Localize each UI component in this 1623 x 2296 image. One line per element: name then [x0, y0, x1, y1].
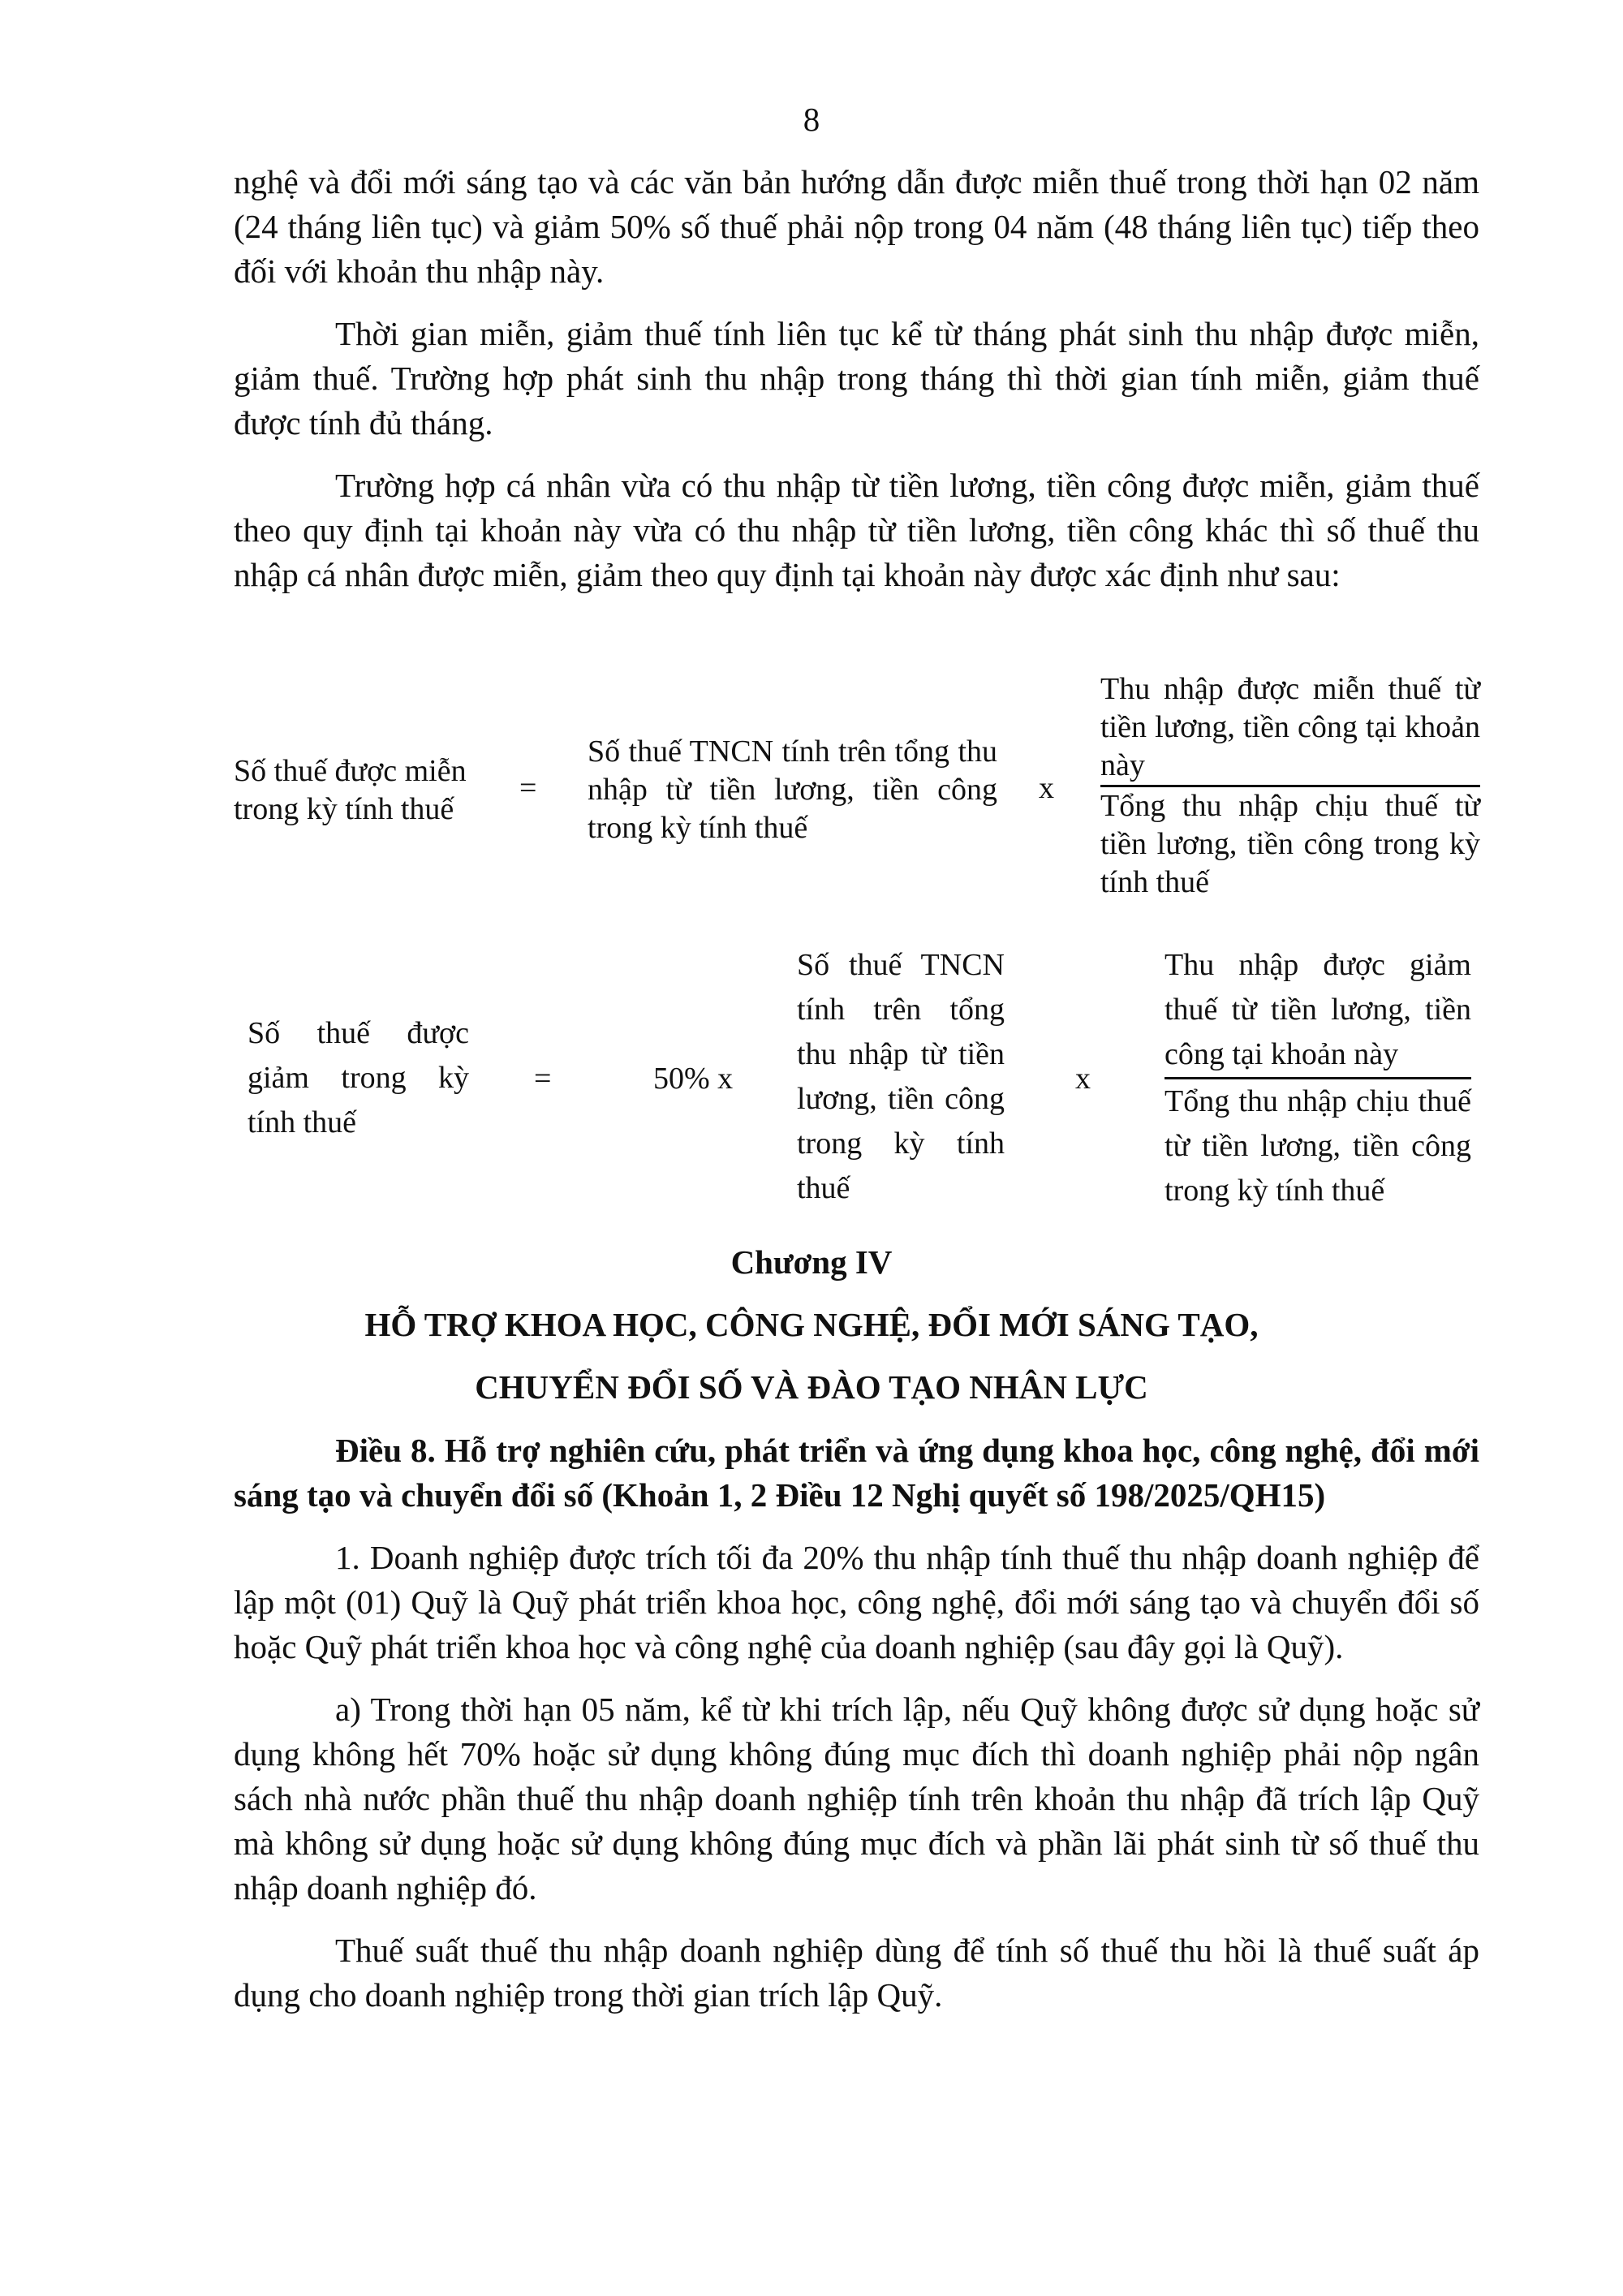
formula1-equals: =	[519, 771, 537, 805]
formula2-percent: 50% x	[653, 1062, 734, 1096]
formula1-term: Số thuế TNCN tính trên tổng thu nhập từ tiền lương, tiền công trong kỳ tính thuế	[588, 734, 997, 845]
fraction-numerator: Thu nhập được miễn thuế từ tiền lương, tiền công tại khoản này	[1100, 672, 1480, 782]
paragraph: Trường hợp cá nhân vừa có thu nhập từ tiền lương, tiền công được miễn, giảm thuế theo quy định tại khoản này vừa có thu nhập từ tiền lương, tiền công khác thì số thuế thu nhập cá nhân được miễn, giảm theo quy định tại khoản này được xác định như sau:	[234, 467, 1479, 593]
formula2-lhs: Số thuế được giảm trong kỳ tính thuế	[248, 1016, 469, 1139]
fraction-denominator: Tổng thu nhập chịu thuế từ tiền lương, tiền công trong kỳ tính thuế	[1100, 789, 1480, 899]
chapter-title-line2: CHUYỂN ĐỔI SỐ VÀ ĐÀO TẠO NHÂN LỰC	[475, 1368, 1148, 1406]
body-text-top	[234, 160, 1479, 597]
formula2-equals: =	[534, 1062, 552, 1096]
formula2-fraction	[1165, 943, 1471, 1213]
paragraph: a) Trong thời hạn 05 năm, kể từ khi trích lập, nếu Quỹ không được sử dụng hoặc sử dụng không hết 70% hoặc sử dụng không đúng mục đích thì doanh nghiệp phải nộp ngân sách nhà nước phần thuế thu nhập doanh nghiệp tính trên khoản thu nhập đã trích lập Quỹ mà không sử dụng hoặc sử dụng không đúng mục đích và phần lãi phát sinh từ số thuế thu nhập doanh nghiệp đó.	[234, 1691, 1479, 1906]
article-title: Điều 8. Hỗ trợ nghiên cứu, phát triển và ứng dụng khoa học, công nghệ, đổi mới sáng tạo và chuyển đổi số (Khoản 1, 2 Điều 12 Nghị quyết số 198/2025/QH15)	[234, 1432, 1479, 1514]
chapter-title-line1: HỖ TRỢ KHOA HỌC, CÔNG NGHỆ, ĐỔI MỚI SÁNG TẠO,	[364, 1306, 1259, 1343]
paragraph: Thời gian miễn, giảm thuế tính liên tục kể từ tháng phát sinh thu nhập được miễn, giảm thuế. Trường hợp phát sinh thu nhập trong tháng thì thời gian tính miễn, giảm thuế được tính đủ tháng.	[234, 315, 1479, 442]
page-number: 8	[803, 101, 820, 138]
body-text-bottom	[234, 1428, 1479, 2018]
fraction-denominator: Tổng thu nhập chịu thuế từ tiền lương, tiền công trong kỳ tính thuế	[1165, 1084, 1471, 1208]
paragraph: Thuế suất thuế thu nhập doanh nghiệp dùng để tính số thuế thu hồi là thuế suất áp dụng cho doanh nghiệp trong thời gian trích lập Quỹ.	[234, 1932, 1479, 2014]
paragraph: nghệ và đổi mới sáng tạo và các văn bản hướng dẫn được miễn thuế trong thời hạn 02 năm (24 tháng liên tục) và giảm 50% số thuế phải nộp trong 04 năm (48 tháng liên tục) tiếp theo đối với khoản thu nhập này.	[234, 163, 1479, 290]
fraction-numerator: Thu nhập được giảm thuế từ tiền lương, tiền công tại khoản này	[1165, 948, 1471, 1071]
formula1-lhs: Số thuế được miễn trong kỳ tính thuế	[234, 754, 467, 826]
formula2-times: x	[1075, 1062, 1091, 1096]
paragraph: 1. Doanh nghiệp được trích tối đa 20% thu nhập tính thuế thu nhập doanh nghiệp để lập một (01) Quỹ là Quỹ phát triển khoa học, công nghệ, đổi mới sáng tạo và chuyển đổi số hoặc Quỹ phát triển khoa học và công nghệ của doanh nghiệp (sau đây gọi là Quỹ).	[234, 1539, 1479, 1665]
formula2-term: Số thuế TNCN tính trên tổng thu nhập từ tiền lương, tiền công trong kỳ tính thuế	[797, 948, 1005, 1205]
formula1-fraction	[1100, 670, 1480, 902]
chapter-number: Chương IV	[730, 1243, 893, 1281]
formula1-times: x	[1039, 771, 1054, 805]
